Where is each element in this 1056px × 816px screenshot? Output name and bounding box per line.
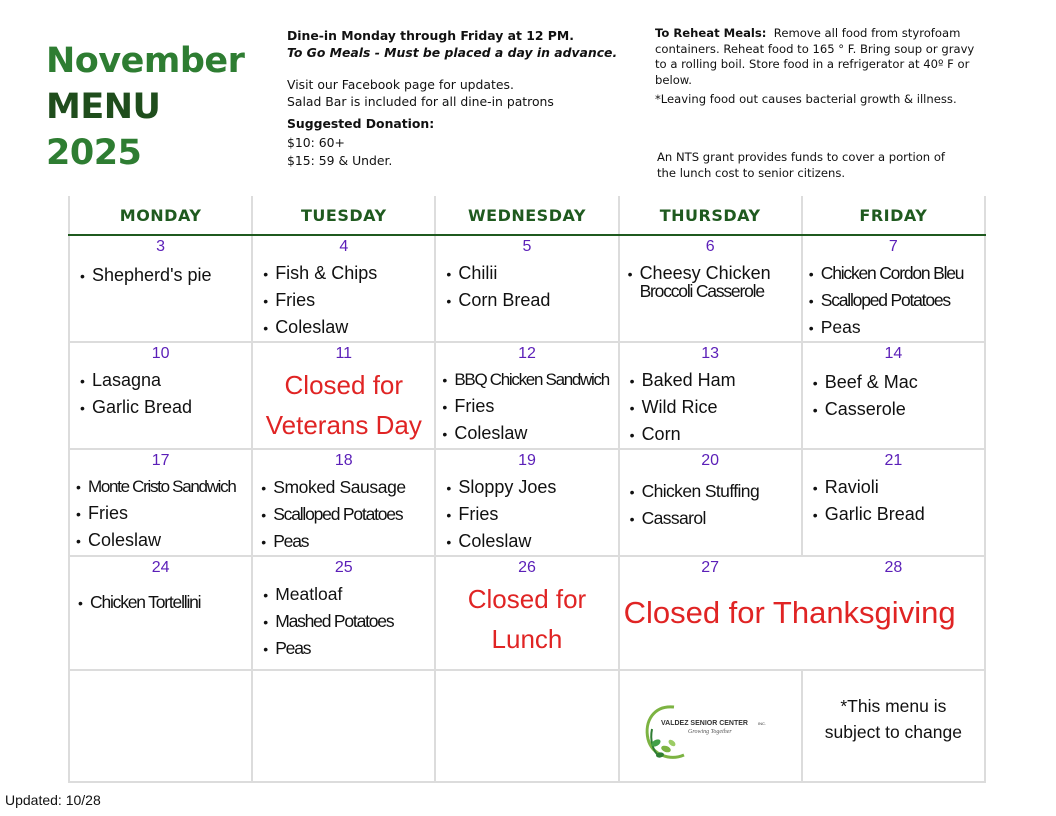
date-number: 12: [518, 345, 536, 362]
menu-item: • Fish & Chips: [263, 260, 434, 287]
day-cell: [435, 342, 618, 449]
date-number: 26: [518, 559, 536, 576]
day-cell: [802, 235, 985, 342]
reheat-label: To Reheat Meals:: [655, 26, 767, 40]
closed-line-2: Veterans Day: [265, 410, 422, 440]
day-cell: [252, 556, 435, 670]
date-number: 18: [334, 452, 353, 469]
closed-notice: [253, 365, 434, 445]
date-number: 3: [156, 238, 166, 255]
menu-item: • Fries: [442, 393, 617, 420]
day-cell: [69, 556, 252, 670]
donation-under: $15: 59 & Under.: [287, 153, 393, 168]
menu-item: • Ravioli: [813, 474, 984, 501]
menu-item: • Coleslaw: [446, 528, 617, 555]
date-number: 7: [888, 238, 898, 255]
reheat-info: [655, 26, 980, 108]
menu-item: • Peas: [809, 314, 984, 341]
menu-item: • Meatloaf: [263, 581, 434, 608]
day-cell: [802, 449, 985, 556]
menu-item: • Cassarol: [630, 505, 801, 532]
closed-notice: [436, 579, 617, 659]
menu-item: • Corn: [630, 421, 801, 448]
day-header-tuesday: TUESDAY: [252, 196, 435, 235]
menu-item: • Garlic Bread: [80, 394, 251, 421]
salad-bar-text: Salad Bar is included for all dine-in patrons: [287, 93, 554, 109]
menu-item: • Chicken Cordon Bleu: [809, 260, 984, 287]
date-number: 19: [518, 452, 536, 469]
menu-item: • Chicken Tortellini: [78, 589, 251, 616]
day-cell: [619, 342, 802, 449]
menu-item: • Chilii: [446, 260, 617, 287]
menu-item: • Peas: [261, 528, 434, 555]
date-number: 4: [339, 238, 349, 255]
menu-item: • Scalloped Potatoes: [809, 287, 984, 314]
menu-item: • Sloppy Joes: [446, 474, 617, 501]
date-number: 25: [334, 559, 353, 576]
date-number: 21: [884, 452, 903, 469]
disclaimer-line-2: subject to change: [824, 722, 962, 742]
date-number: 10: [151, 345, 170, 362]
closed-line-2: Lunch: [491, 624, 563, 654]
thanksgiving-notice: Closed for Thanksgiving: [623, 595, 956, 630]
menu-title: [46, 38, 244, 176]
day-header-wednesday: WEDNESDAY: [435, 196, 618, 235]
logo-name: VALDEZ SENIOR CENTER: [660, 720, 748, 727]
menu-item: • Mashed Potatoes: [263, 608, 434, 635]
disclaimer-cell: [802, 670, 985, 782]
bacteria-warning: *Leaving food out causes bacterial growth & illness.: [655, 92, 957, 106]
menu-item: • Fries: [76, 500, 251, 527]
disclaimer-line-1: *This menu is: [840, 696, 947, 716]
to-go-text: To Go Meals - Must be placed a day in advance.: [287, 44, 618, 60]
menu-item: • Monte Cristo Sandwich: [76, 474, 251, 500]
menu-item: • Wild Rice: [630, 394, 801, 421]
date-number: 28: [884, 559, 903, 576]
day-cell: [69, 235, 252, 342]
menu-disclaimer: [803, 693, 984, 745]
menu-item: • Lasagna: [80, 367, 251, 394]
day-cell: [802, 342, 985, 449]
menu-item: • Beef & Mac: [813, 369, 984, 396]
day-cell: [69, 449, 252, 556]
logo-cell: [619, 670, 802, 782]
grant-text: An NTS grant provides funds to cover a portion of the lunch cost to senior citizens.: [657, 150, 946, 180]
updated-date: Updated: 10/28: [5, 792, 101, 808]
day-cell: [252, 342, 435, 449]
date-number: 17: [151, 452, 170, 469]
menu-item: • Smoked Sausage: [261, 474, 434, 501]
menu-item: • Corn Bread: [446, 287, 617, 314]
date-number: 11: [335, 345, 353, 362]
facebook-text: Visit our Facebook page for updates.: [287, 77, 514, 92]
day-cell: [252, 449, 435, 556]
closed-line-1: Closed for: [284, 370, 404, 400]
menu-item: • Coleslaw: [442, 420, 617, 447]
day-header-monday: MONDAY: [69, 196, 252, 235]
menu-item: • Casserole: [813, 396, 984, 423]
reheat-text: Remove all food from styrofoam containers. Reheat food to 165 ° F. Bring soup or gravy to a rolling boil. Store food in a refrigerator at 40º F or below.: [655, 26, 975, 87]
day-header-thursday: THURSDAY: [619, 196, 802, 235]
menu-item: • Shepherd's pie: [80, 262, 251, 289]
menu-item: • Fries: [446, 501, 617, 528]
empty-cell: [435, 670, 618, 782]
title-menu: MENU: [46, 87, 161, 127]
date-number: 6: [705, 238, 715, 255]
menu-item: • Coleslaw: [76, 527, 251, 554]
closed-line-1: Closed for: [467, 584, 587, 614]
day-cell: [252, 235, 435, 342]
day-cell: [802, 556, 985, 670]
menu-item: • Garlic Bread: [813, 501, 984, 528]
menu-item: • Baked Ham: [630, 367, 801, 394]
day-cell: [619, 235, 802, 342]
menu-item: • BBQ Chicken Sandwich: [442, 367, 617, 393]
menu-item: • Scalloped Potatoes: [261, 501, 434, 528]
menu-item: • Coleslaw: [263, 314, 434, 341]
date-number: 14: [884, 345, 903, 362]
date-number: 13: [701, 345, 720, 362]
date-number: 24: [151, 559, 170, 576]
logo-tagline: Growing Together: [687, 729, 732, 735]
empty-cell: [69, 670, 252, 782]
day-cell: [69, 342, 252, 449]
day-cell: [619, 449, 802, 556]
menu-item: • Peas: [263, 635, 434, 662]
logo-suffix: INC.: [757, 721, 766, 726]
day-cell: [435, 235, 618, 342]
menu-item: • Cheesy Chicken: [628, 260, 801, 287]
donation-senior: $10: 60+: [287, 134, 345, 150]
day-header-friday: FRIDAY: [802, 196, 985, 235]
date-number: 20: [701, 452, 720, 469]
menu-item: • Chicken Stuffing: [630, 478, 801, 505]
donation-label: Suggested Donation:: [287, 116, 435, 131]
date-number: 5: [522, 238, 532, 255]
dine-in-text: Dine-in Monday through Friday at 12 PM.: [287, 28, 574, 43]
day-cell: [435, 556, 618, 670]
menu-calendar: [68, 196, 986, 783]
menu-item: • Fries: [263, 287, 434, 314]
service-info: [287, 28, 637, 170]
title-month: November: [46, 41, 245, 81]
valdez-logo: [640, 699, 780, 763]
day-cell: [435, 449, 618, 556]
menu-item-continued: Broccoli Casserole: [639, 281, 764, 301]
title-year: 2025: [46, 133, 142, 173]
empty-cell: [252, 670, 435, 782]
date-number: 27: [701, 559, 720, 576]
